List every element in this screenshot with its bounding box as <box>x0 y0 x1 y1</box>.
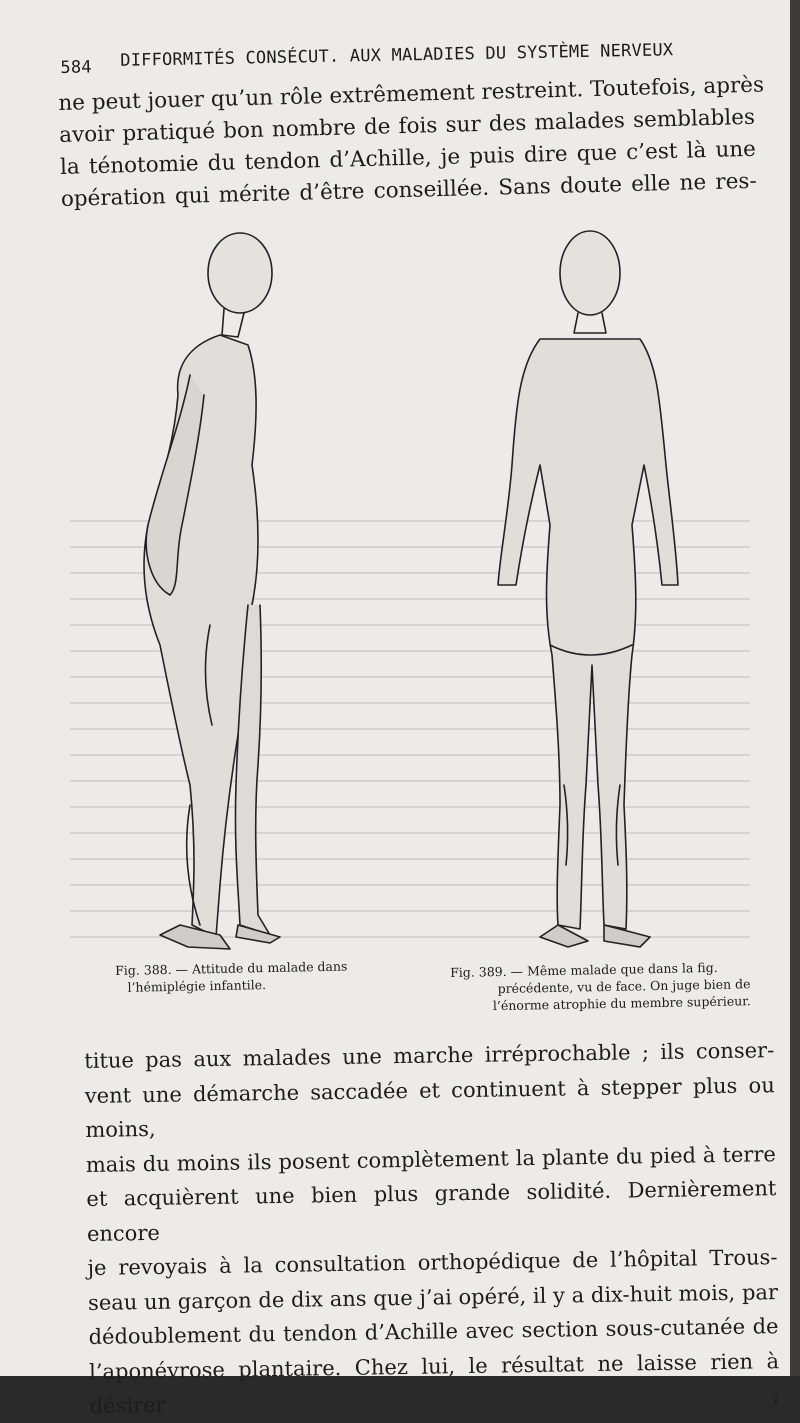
page-header <box>60 33 750 76</box>
text-line: dédoublement du tendon d’Achille avec section sous-cutanée de <box>88 1314 779 1349</box>
figure-389-caption <box>450 958 751 1015</box>
caption-line: Fig. 389. — Même malade que dans la fig. <box>450 959 718 980</box>
caption-line: précédente, vu de face. On juge bien de <box>497 976 751 997</box>
text-line: titue pas aux malades une marche irréprochable ; ils conser- <box>84 1038 775 1073</box>
paragraph-top <box>58 70 765 216</box>
paragraph-bottom <box>84 1033 780 1423</box>
page-number: 584 <box>60 57 92 78</box>
figure-illustrations <box>120 225 760 965</box>
running-title: DIFFORMITÉS CONSÉCUT. AUX MALADIES DU SYSTÈME NERVEUX <box>120 40 674 71</box>
caption-line: l’énorme atrophie du membre supérieur. <box>492 993 751 1014</box>
text-line: mais du moins ils posent complètement la plante du pied à terre <box>85 1141 776 1177</box>
caption-line: Fig. 388. — Attitude du malade dans <box>115 958 348 978</box>
text-line: et acquièrent une bien plus grande solidité. Dernièrement encore <box>86 1176 777 1246</box>
text-line: la ténotomie du tendon d’Achille, je puis dire que c’est là une <box>59 136 757 180</box>
figure-388-side-view <box>144 233 280 949</box>
text-line: seau un garçon de dix ans que j’ai opéré, il y a dix-huit mois, par <box>87 1279 779 1315</box>
figure-388-caption <box>115 957 376 996</box>
text-line: avoir pratiqué bon nombre de fois sur des malades semblables <box>58 104 756 148</box>
text-line: ne peut jouer qu’un rôle extrêmement restreint. Toutefois, après <box>58 72 765 116</box>
page-edge-shadow <box>790 0 800 1376</box>
text-line: opération qui mérite d’être conseillée. Sans doute elle ne res- <box>60 168 758 212</box>
text-line: vent une démarche saccadée et continuent à stepper plus ou moins, <box>84 1072 775 1142</box>
caption-line: l’hémiplégie infantile. <box>127 977 267 995</box>
text-line: l’aponévrose plantaire. Chez lui, le résultat ne laisse rien à désirer ; <box>88 1348 780 1418</box>
figure-389-front-view <box>498 231 678 947</box>
text-line: je revoyais à la consultation orthopédique de l’hôpital Trous- <box>87 1245 778 1280</box>
